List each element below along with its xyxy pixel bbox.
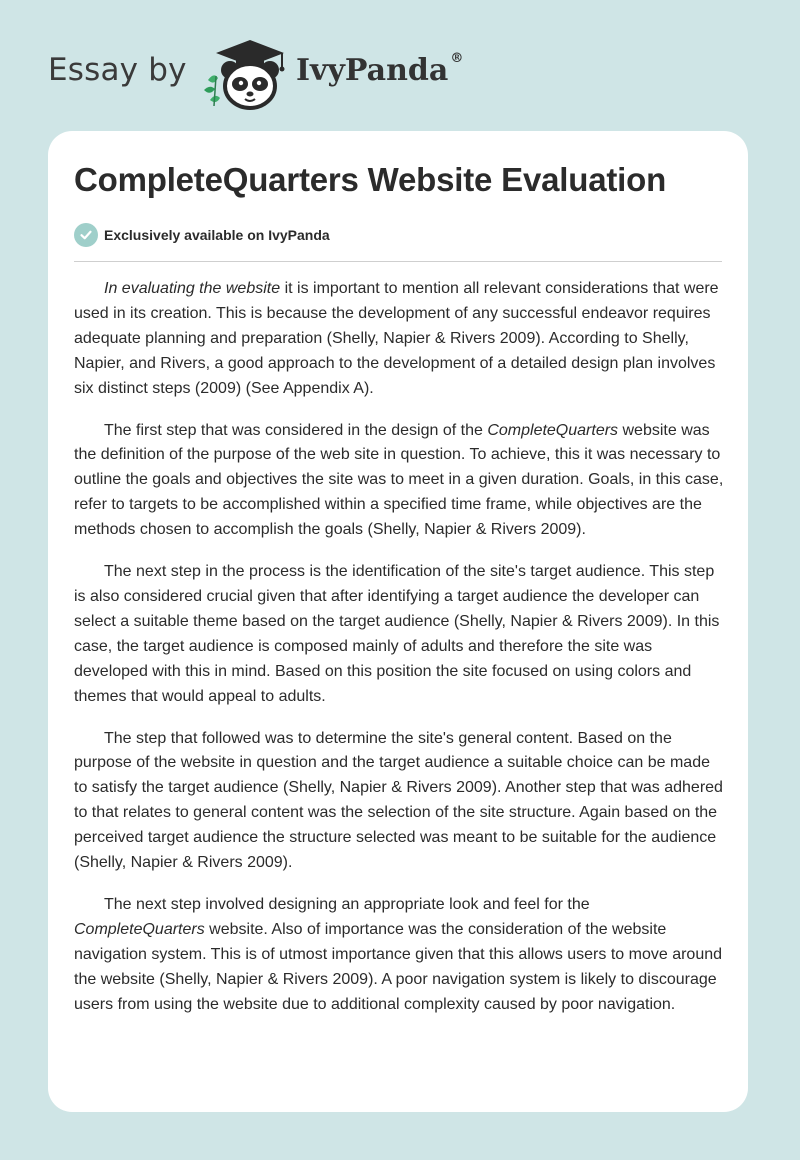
essay-card: [48, 131, 748, 1112]
paragraph-text: The next step involved designing an appropriate look and feel for the: [104, 895, 590, 913]
registered-mark: ®: [450, 51, 464, 66]
paragraph-text: website was the definition of the purpose of the web site in question. To achieve, this it was necessary to outline the goals and objectives the site was to meet in a given duration. Goals, in this case, refer to targets to be accomplished within a specified time frame, while objectives are the methods chosen to accomplish the goals (Shelly, Napier & Rivers 2009).: [74, 421, 724, 539]
italic-text: CompleteQuarters: [487, 421, 619, 439]
brand-name: [296, 53, 463, 88]
italic-text: In evaluating the website: [104, 280, 281, 297]
essay-paragraph: [74, 893, 724, 1018]
divider: [74, 261, 722, 262]
essay-paragraph: [74, 727, 724, 876]
essay-paragraph: [74, 277, 724, 402]
paragraph-text: The step that followed was to determine the site's general content. Based on the purpose of the website in question and the target audience a suitable choice can be made to satisfy the target audience (Shelly, Napier & Rivers 2009). Another step that was adhered to that relates to general content was the selection of the site structure. Again based on the perceived target audience the structure selected was meant to be suitable for the audience (Shelly, Napier & Rivers 2009).: [74, 729, 723, 872]
availability-badge: [74, 223, 330, 247]
brand-prefix: Essay by: [48, 52, 187, 88]
panda-logo-icon: [198, 36, 294, 112]
badge-label: Exclusively available on IvyPanda: [104, 227, 330, 243]
check-icon: [74, 223, 98, 247]
paragraph-text: The next step in the process is the identification of the site's target audience. This step is also considered crucial given that after identifying a target audience the developer can select a suitable theme based on the target audience (Shelly, Napier & Rivers 2009). In this case, the target audience is composed mainly of adults and therefore the site was developed with this in mind. Based on this position the site focused on using colors and themes that would appeal to adults.: [74, 563, 720, 705]
essay-body: [74, 277, 724, 1034]
paragraph-text: it is important to mention all relevant considerations that were used in its creation. This is because the development of any successful endeavor requires adequate planning and preparation (Shelly, Napier & Rivers 2009). According to Shelly, Napier, and Rivers, a good approach to the development of a detailed design plan involves six distinct steps (2009) (See Appendix A).: [74, 280, 719, 397]
essay-paragraph: [74, 419, 724, 544]
paragraph-text: The first step that was considered in the design of the: [104, 421, 488, 439]
brand-name-text: IvyPanda: [296, 53, 449, 88]
paragraph-text: website. Also of importance was the consideration of the website navigation system. This is of utmost importance given that this allows users to move around the website (Shelly, Napier & Rivers 2009). A poor navigation system is likely to discourage users from using the website due to additional complexity caused by poor navigation.: [74, 920, 723, 1013]
italic-text: CompleteQuarters: [74, 920, 205, 938]
essay-paragraph: [74, 560, 724, 709]
brand-header: [48, 36, 488, 112]
page-title: CompleteQuarters Website Evaluation: [74, 161, 667, 198]
